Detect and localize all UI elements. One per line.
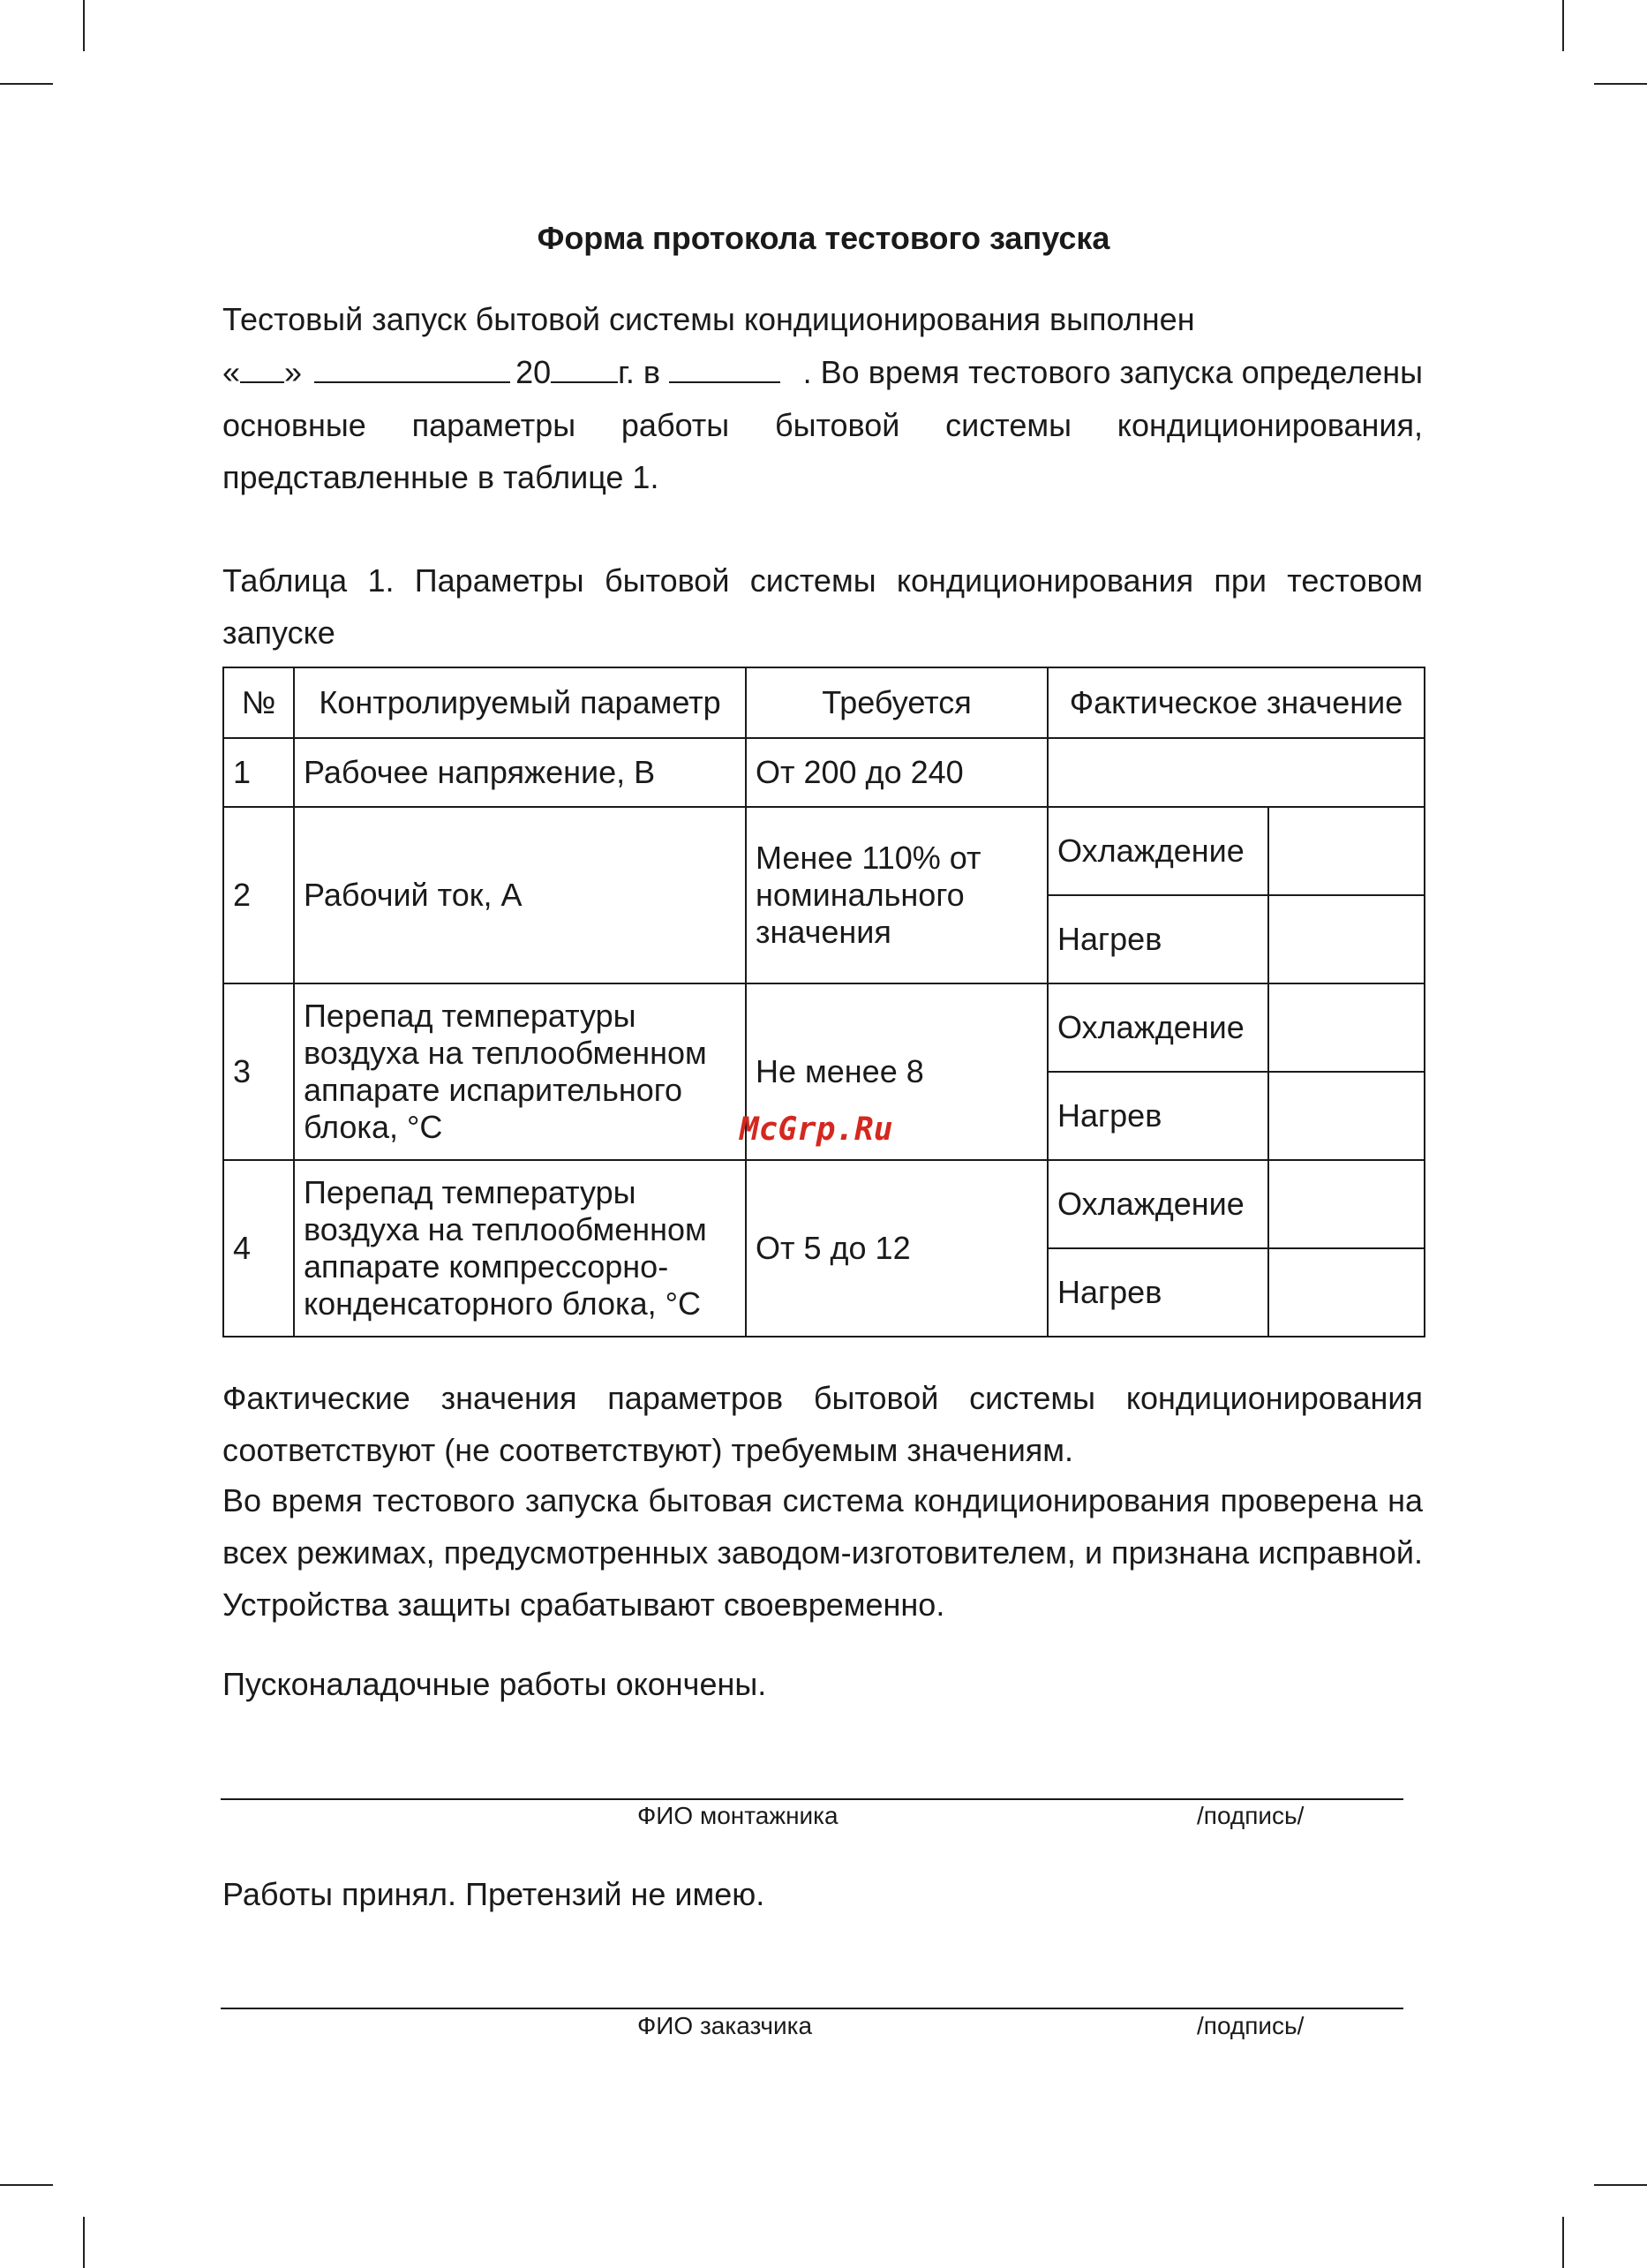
crop-mark bbox=[83, 2217, 85, 2268]
year-prefix: 20 bbox=[515, 354, 552, 390]
customer-signature-label: /подпись/ bbox=[1197, 2012, 1305, 2039]
mode-cooling: Охлаждение bbox=[1048, 983, 1268, 1072]
actual-value-cell bbox=[1268, 1072, 1425, 1160]
crop-mark bbox=[1594, 83, 1647, 85]
actual-value-cell bbox=[1268, 1160, 1425, 1248]
crop-mark bbox=[0, 2184, 53, 2186]
crop-mark bbox=[1562, 2217, 1564, 2268]
mode-heating: Нагрев bbox=[1048, 895, 1268, 983]
intro-date-line bbox=[222, 346, 1423, 398]
actual-value-cell bbox=[1048, 738, 1425, 807]
header-parameter: Контролируемый параметр bbox=[294, 667, 746, 738]
header-required: Требуется bbox=[746, 667, 1048, 738]
mode-heating: Нагрев bbox=[1048, 1072, 1268, 1160]
conclusion-check: Во время тестового запуска бытовая система кондиционирования проверена на всех режимах, предусмотренных заводом-изготовителем, и признана исправной. Устройства защиты срабатывают своевременно. bbox=[222, 1482, 1423, 1623]
installer-signature-line bbox=[221, 1798, 1403, 1800]
crop-mark bbox=[1594, 2184, 1647, 2186]
time-prefix: г. в bbox=[618, 354, 660, 390]
row-number: 4 bbox=[223, 1160, 294, 1337]
quote-open: « bbox=[222, 354, 241, 390]
crop-mark bbox=[83, 0, 85, 51]
row-number: 2 bbox=[223, 807, 294, 983]
day-blank bbox=[240, 346, 284, 383]
crop-mark bbox=[1562, 0, 1564, 51]
quote-close: » bbox=[284, 354, 303, 390]
customer-name-label: ФИО заказчика bbox=[637, 2012, 813, 2039]
actual-value-cell bbox=[1268, 895, 1425, 983]
intro-continuation: основные параметры работы бытовой системы кондиционирования, представленные в таблице 1. bbox=[222, 407, 1423, 495]
row-parameter: Перепад температуры воздуха на теплообменном аппарате испарительного блока, °С bbox=[294, 983, 746, 1160]
month-blank bbox=[314, 346, 510, 383]
table-caption: Таблица 1. Параметры бытовой системы кондиционирования при тестовом запуске bbox=[222, 562, 1423, 651]
table-row bbox=[223, 983, 1425, 1072]
row-required: От 200 до 240 bbox=[746, 738, 1048, 807]
row-number: 1 bbox=[223, 738, 294, 807]
row-number: 3 bbox=[223, 983, 294, 1160]
year-blank bbox=[551, 346, 618, 383]
table-row bbox=[223, 738, 1425, 807]
watermark: McGrp.Ru bbox=[740, 1111, 893, 1148]
acceptance-text: Работы принял. Претензий не имею. bbox=[222, 1876, 765, 1912]
time-blank bbox=[669, 346, 780, 383]
mode-cooling: Охлаждение bbox=[1048, 1160, 1268, 1248]
intro-tail: . Во время тестового запуска определены bbox=[802, 354, 1423, 390]
conclusion-done: Пусконаладочные работы окончены. bbox=[222, 1666, 767, 1702]
row-parameter: Рабочее напряжение, В bbox=[294, 738, 746, 807]
header-actual: Фактическое значение bbox=[1048, 667, 1425, 738]
table-row bbox=[223, 807, 1425, 895]
page-title: Форма протокола тестового запуска bbox=[537, 220, 1110, 256]
installer-name-label: ФИО монтажника bbox=[637, 1802, 839, 1829]
header-number: № bbox=[223, 667, 294, 738]
crop-mark bbox=[0, 83, 53, 85]
row-parameter: Рабочий ток, А bbox=[294, 807, 746, 983]
row-required: От 5 до 12 bbox=[746, 1160, 1048, 1337]
row-parameter: Перепад температуры воздуха на теплообменном аппарате компрессорно-конденсаторного блока, °С bbox=[294, 1160, 746, 1337]
table-header-row bbox=[223, 667, 1425, 738]
customer-signature-line bbox=[221, 2008, 1403, 2009]
intro-line: Тестовый запуск бытовой системы кондиционирования выполнен bbox=[222, 301, 1195, 337]
row-required: Менее 110% от номинального значения bbox=[746, 807, 1048, 983]
actual-value-cell bbox=[1268, 1248, 1425, 1337]
mode-heating: Нагрев bbox=[1048, 1248, 1268, 1337]
parameters-table bbox=[222, 667, 1425, 1337]
conclusion-compliance: Фактические значения параметров бытовой системы кондиционирования соответствуют (не соответствуют) требуемым значениям. bbox=[222, 1380, 1423, 1468]
actual-value-cell bbox=[1268, 807, 1425, 895]
installer-signature-label: /подпись/ bbox=[1197, 1802, 1305, 1829]
table-row bbox=[223, 1160, 1425, 1248]
mode-cooling: Охлаждение bbox=[1048, 807, 1268, 895]
row-required: Не менее 8 bbox=[746, 983, 1048, 1160]
actual-value-cell bbox=[1268, 983, 1425, 1072]
